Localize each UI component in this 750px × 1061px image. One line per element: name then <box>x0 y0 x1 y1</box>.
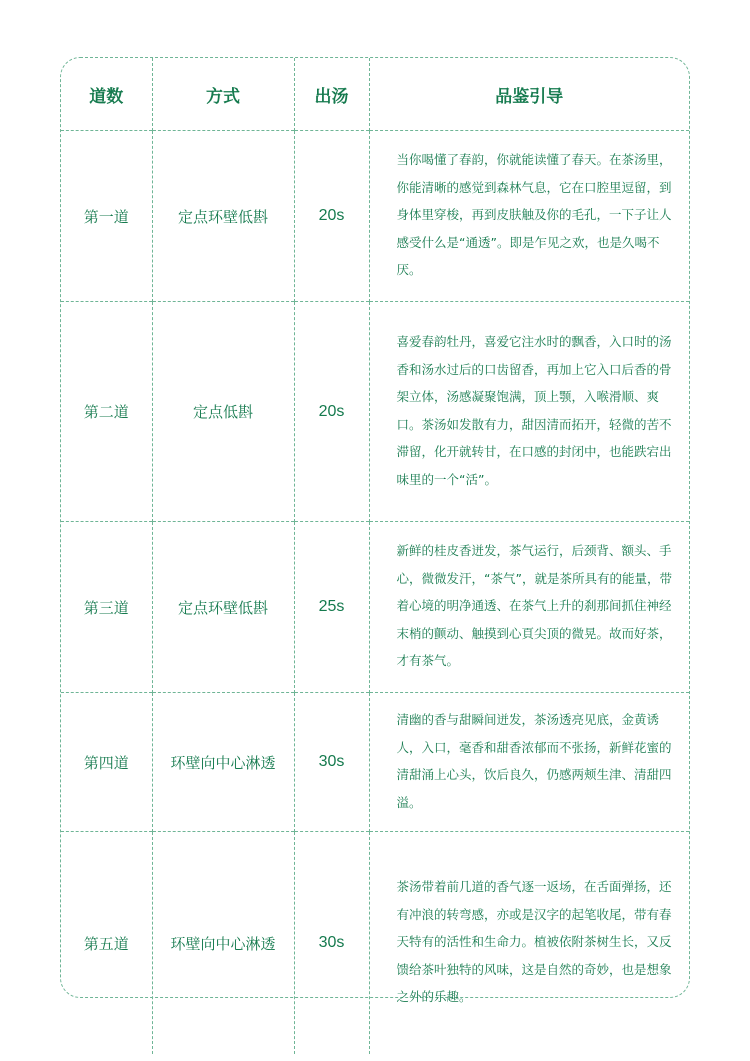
row-steep-number: 第五道 <box>61 832 152 1055</box>
header-steep-number: 道数 <box>89 86 124 107</box>
row-steep-time: 20s <box>294 302 369 522</box>
table-header-row <box>61 58 689 131</box>
row-tasting-guide: 清幽的香与甜瞬间迸发，茶汤透亮见底，金黄诱人，入口，毫香和甜香浓郁而不张扬，新鲜花蜜的清甜涌上心头，饮后良久，仍感两颊生津、清甜四溢。 <box>369 693 689 832</box>
table-row <box>61 131 689 302</box>
row-steep-number: 第一道 <box>61 131 152 302</box>
row-steep-time: 30s <box>294 693 369 832</box>
row-method: 定点环壁低斟 <box>152 522 294 693</box>
tea-tasting-table-frame <box>60 57 690 1005</box>
row-steep-time: 30s <box>294 832 369 1055</box>
row-tasting-guide: 喜爱春韵牡丹，喜爱它注水时的飘香，入口时的汤香和汤水过后的口齿留香，再加上它入口后香的骨架立体，汤感凝聚饱满，顶上颚，入喉滑顺、爽口。茶汤如发散有力，甜因清而拓开，轻微的苦不滞留，化开就转甘，在口感的封闭中，也能跌宕出味里的一个“活”。 <box>369 302 689 522</box>
table-row <box>61 302 689 522</box>
row-tasting-guide: 当你喝懂了春韵，你就能读懂了春天。在茶汤里，你能清晰的感觉到森林气息，它在口腔里逗留，到身体里穿梭，再到皮肤触及你的毛孔，一下子让人感受什么是“通透”。即是乍见之欢，也是久喝不厌。 <box>369 131 689 302</box>
row-steep-time: 20s <box>294 131 369 302</box>
header-tasting-guide: 品鉴引导 <box>369 58 689 131</box>
table-row <box>61 832 689 1055</box>
row-method: 定点低斟 <box>152 302 294 522</box>
row-method: 环壁向中心淋透 <box>152 693 294 832</box>
row-method: 环壁向中心淋透 <box>152 832 294 1055</box>
row-steep-number: 第三道 <box>61 522 152 693</box>
table-row <box>61 522 689 693</box>
row-steep-time: 25s <box>294 522 369 693</box>
header-method: 方式 <box>152 58 294 131</box>
row-method: 定点环壁低斟 <box>152 131 294 302</box>
row-tasting-guide: 茶汤带着前几道的香气逐一返场，在舌面弹扬，还有冲浪的转弯感，亦或是汉字的起笔收尾，带有春天特有的活性和生命力。植被依附茶树生长，又反馈给茶叶独特的风味，这是自然的奇妙，也是想象之外的乐趣。 <box>369 832 689 1055</box>
header-steep-time: 出汤 <box>294 58 369 131</box>
row-steep-number: 第四道 <box>61 693 152 832</box>
table-row <box>61 693 689 832</box>
row-tasting-guide: 新鲜的桂皮香迸发，茶气运行，后颈背、额头、手心，微微发汗，“茶气”，就是茶所具有的能量，带着心境的明净通透、在茶气上升的刹那间抓住神经末梢的颤动、触摸到心頁尖顶的微晃。故而好茶，才有茶气。 <box>369 522 689 693</box>
row-steep-number: 第二道 <box>61 302 152 522</box>
tea-tasting-table <box>61 58 689 1054</box>
